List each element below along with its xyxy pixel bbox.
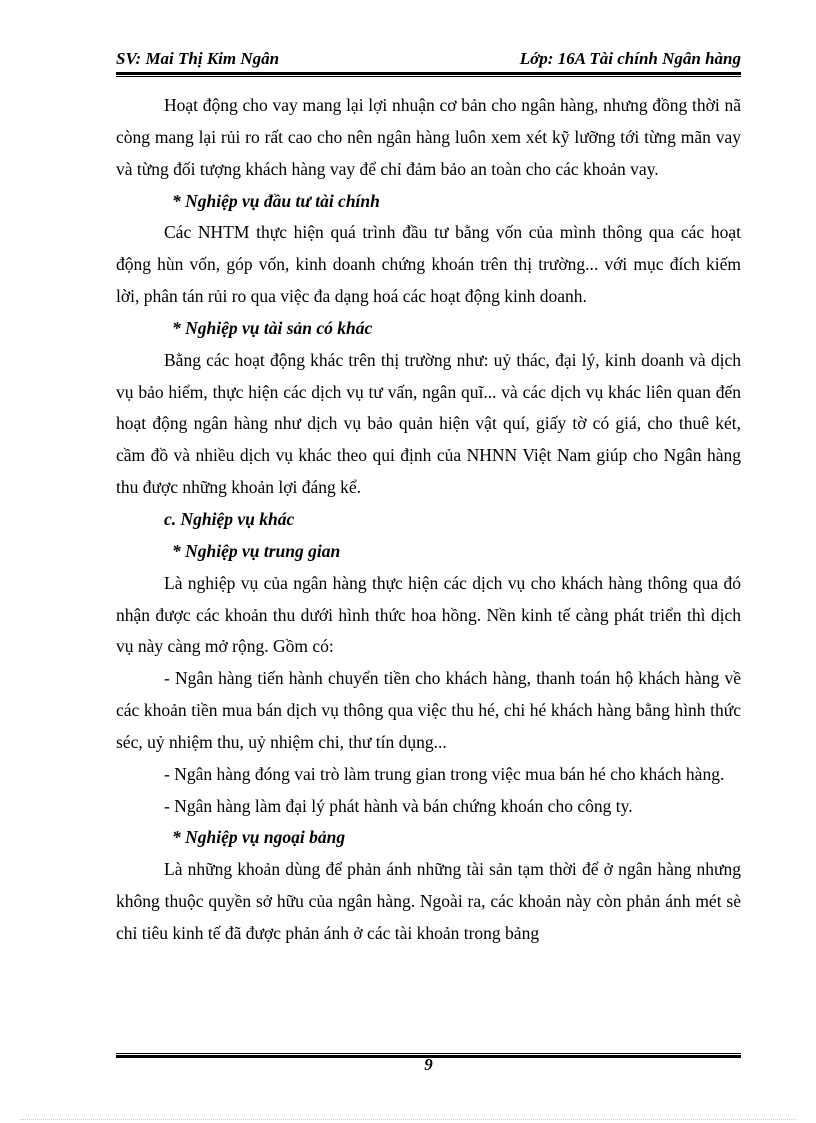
paragraph-off-balance: Là những khoản dùng để phản ánh những tài sản tạm thời để ở ngân hàng nhưng không thuộc quyền sở hữu của ngân hàng. Ngoài ra, các khoản này còn phản ánh mét sè chỉ tiêu kinh tế đã được phản ánh ở các tài khoản trong bảng bbox=[116, 859, 741, 943]
document-body bbox=[116, 90, 741, 950]
page-number: 9 bbox=[424, 1055, 433, 1074]
heading-other-assets: * Nghiệp vụ tài sản có khác bbox=[172, 317, 373, 338]
header-class-name: Lớp: 16A Tài chính Ngân hàng bbox=[519, 49, 741, 68]
page-header bbox=[116, 46, 741, 72]
paragraph-other-assets: Bằng các hoạt động khác trên thị trường như: uỷ thác, đại lý, kinh doanh và dịch vụ bảo hiểm, thực hiện các dịch vụ tư vấn, ngân quĩ... và các dịch vụ khác liên quan đến hoạt động ngân hàng như dịch vụ bảo quản hiện vật quí, giấy tờ có giá, cho thuê két, cầm đồ và nhiều dịch vụ khác theo qui định của NHNN Việt Nam giúp cho Ngân hàng thu được những khoản lợi đáng kể. bbox=[116, 349, 741, 498]
heading-intermediary: * Nghiệp vụ trung gian bbox=[172, 540, 341, 561]
header-student-name: SV: Mai Thị Kim Ngân bbox=[116, 49, 280, 68]
list-item-broker: - Ngân hàng đóng vai trò làm trung gian trong việc mua bán hé cho khách hàng. bbox=[164, 763, 725, 784]
header-divider bbox=[116, 72, 741, 77]
list-item-securities-agent: - Ngân hàng làm đại lý phát hành và bán chứng khoán cho công ty. bbox=[164, 795, 633, 816]
paragraph-lending: Hoạt động cho vay mang lại lợi nhuận cơ bản cho ngân hàng, nhưng đồng thời nã còng mang lại rủi ro rất cao cho nên ngân hàng luôn xem xét kỹ lưỡng tới từng mãn vay và từng đối tượng khách hàng vay để chỉ đảm bảo an toàn cho các khoản vay. bbox=[116, 95, 741, 179]
page-boundary-line bbox=[20, 1119, 796, 1120]
list-item-transfer: - Ngân hàng tiến hành chuyển tiền cho khách hàng, thanh toán hộ khách hàng về các khoản tiền mua bán dịch vụ thông qua việc thu hé, chi hé khách hàng bằng hình thức séc, uỷ nhiệm thu, uỷ nhiệm chi, thư tín dụng... bbox=[116, 668, 741, 752]
heading-other-operations: c. Nghiệp vụ khác bbox=[164, 508, 295, 529]
paragraph-intermediary: Là nghiệp vụ của ngân hàng thực hiện các dịch vụ cho khách hàng thông qua đó nhận được các khoản thu dưới hình thức hoa hồng. Nền kinh tế càng phát triển thì dịch vụ này càng mở rộng. Gồm có: bbox=[116, 572, 741, 657]
heading-financial-investment: * Nghiệp vụ đầu tư tài chính bbox=[172, 190, 380, 211]
heading-off-balance: * Nghiệp vụ ngoại bảng bbox=[172, 827, 346, 848]
paragraph-financial-investment: Các NHTM thực hiện quá trình đầu tư bằng vốn của mình thông qua các hoạt động hùn vốn, góp vốn, kinh doanh chứng khoán trên thị trường... với mục đích kiếm lời, phân tán rủi ro qua việc đa dạng hoá các hoạt động kinh doanh. bbox=[116, 222, 741, 307]
